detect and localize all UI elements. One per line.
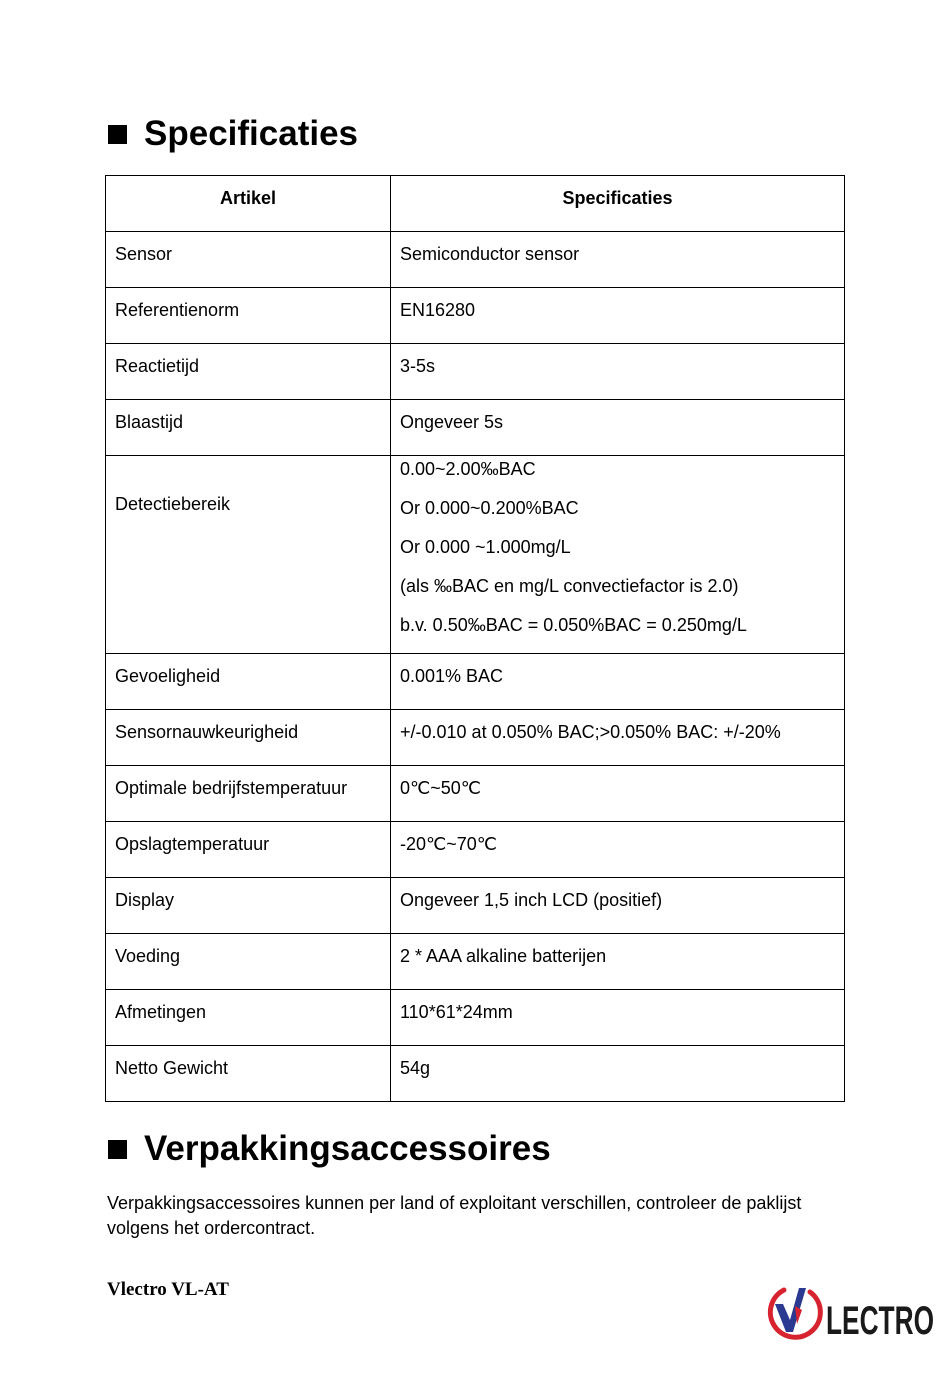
detection-range-line: b.v. 0.50‰BAC = 0.050%BAC = 0.250mg/L [400,615,747,635]
row-value: 2 * AAA alkaline batterijen [391,934,845,990]
row-value: +/-0.010 at 0.050% BAC;>0.050% BAC: +/-20% [391,710,845,766]
row-item: Optimale bedrijfstemperatuur [106,766,391,822]
row-value: Semiconductor sensor [391,232,845,288]
section-title-verpakkingsaccessoires [108,1129,551,1169]
square-bullet-icon [108,125,127,144]
table-row [106,1046,845,1102]
section-title-text: Verpakkingsaccessoires [144,1129,551,1168]
row-value: 110*61*24mm [391,990,845,1046]
table-row [106,344,845,400]
packaging-note: Verpakkingsaccessoires kunnen per land of exploitant verschillen, controleer de paklijst volgens het ordercontract. [107,1193,802,1238]
row-item: Display [106,878,391,934]
row-value-multiline [391,456,845,654]
column-header-artikel: Artikel [106,176,391,232]
table-header-row [106,176,845,232]
row-item: Detectiebereik [106,456,391,654]
table-row [106,400,845,456]
row-value: 0.001% BAC [391,654,845,710]
footer-model-name: Vlectro VL-AT [107,1279,229,1300]
vlectro-logo [762,1284,937,1344]
detection-range-line: Or 0.000~0.200%BAC [400,498,579,518]
row-value: 54g [391,1046,845,1102]
table-row [106,822,845,878]
table-row [106,456,845,654]
table-row [106,232,845,288]
row-item: Gevoeligheid [106,654,391,710]
row-item: Reactietijd [106,344,391,400]
detection-range-line: (als ‰BAC en mg/L convectiefactor is 2.0) [400,576,739,596]
section-title-specificaties [108,114,358,154]
section-title-text: Specificaties [144,114,358,153]
table-row [106,654,845,710]
table-row [106,766,845,822]
square-bullet-icon [108,1140,127,1159]
row-item: Voeding [106,934,391,990]
table-row [106,934,845,990]
row-item: Opslagtemperatuur [106,822,391,878]
logo-text: LECTRO [826,1299,934,1343]
row-item: Sensor [106,232,391,288]
table-row [106,878,845,934]
v-check-circle-icon [770,1288,820,1337]
row-item: Blaastijd [106,400,391,456]
detection-range-line: 0.00~2.00‰BAC [400,459,536,479]
table-row [106,990,845,1046]
row-item: Afmetingen [106,990,391,1046]
column-header-specificaties: Specificaties [391,176,845,232]
row-item: Netto Gewicht [106,1046,391,1102]
specifications-table [105,175,845,1102]
table-row [106,288,845,344]
row-value: 0℃~50℃ [391,766,845,822]
detection-range-line: Or 0.000 ~1.000mg/L [400,537,571,557]
row-value: -20℃~70℃ [391,822,845,878]
row-item: Referentienorm [106,288,391,344]
row-item: Sensornauwkeurigheid [106,710,391,766]
row-value: EN16280 [391,288,845,344]
row-value: Ongeveer 1,5 inch LCD (positief) [391,878,845,934]
table-row [106,710,845,766]
row-value: Ongeveer 5s [391,400,845,456]
row-value: 3-5s [391,344,845,400]
